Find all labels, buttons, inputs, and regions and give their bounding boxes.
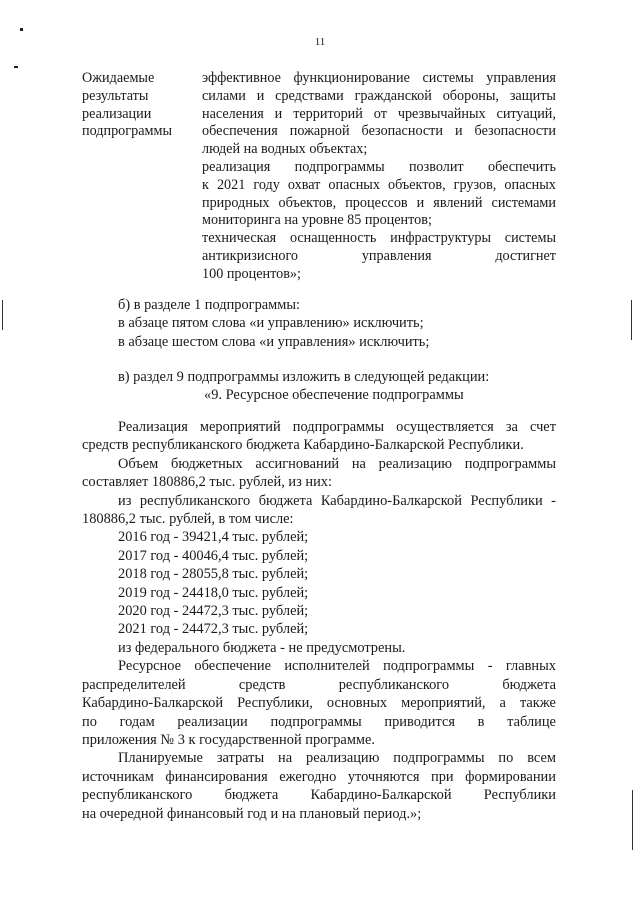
results-line: 100 процентов»; <box>202 265 301 282</box>
expected-results-label <box>82 70 194 141</box>
paragraph-line: республиканского бюджета Кабардино-Балкарской Республики <box>82 787 556 804</box>
paragraph-line: 180886,2 тыс. рублей, в том числе: <box>82 511 294 528</box>
scan-edge-line <box>631 300 632 340</box>
paragraph-line: приложения № 3 к государственной программе. <box>82 731 376 748</box>
federal-line: из федерального бюджета - не предусмотрены. <box>118 639 406 656</box>
results-line: природных объектов, процессов и явлений системами <box>202 194 556 211</box>
section-v-intro: в) раздел 9 подпрограммы изложить в следующей редакции: <box>118 369 490 385</box>
label-line: результаты <box>82 87 149 104</box>
paragraph-line: по годам реализации подпрограммы приводится в таблице <box>82 713 556 730</box>
year-line: 2020 год - 24472,3 тыс. рублей; <box>118 603 309 620</box>
section-b-line: б) в разделе 1 подпрограммы: <box>118 297 301 313</box>
results-line: силами и средствами гражданской обороны, защиты <box>202 87 556 104</box>
paragraph-line: распределителей средств республиканского бюджета <box>82 676 556 693</box>
paragraph-line: на очередной финансовый год и на плановый период.»; <box>82 805 422 822</box>
section-b <box>82 296 556 351</box>
results-line: обеспечения пожарной безопасности и безопасности <box>202 123 556 140</box>
paragraph-line: составляет 180886,2 тыс. рублей, из них: <box>82 474 332 491</box>
year-line: 2019 год - 24418,0 тыс. рублей; <box>118 584 309 601</box>
section-b-line: в абзаце шестом слова «и управления» исключить; <box>118 333 430 350</box>
label-line: Ожидаемые <box>82 70 155 86</box>
paragraph-line: Кабардино-Балкарской Республики, основных мероприятий, а также <box>82 695 556 712</box>
paragraph-line: Планируемые затраты на реализацию подпрограммы по всем <box>118 750 556 767</box>
scan-edge-line <box>632 790 633 850</box>
expected-results-text <box>202 70 556 284</box>
year-line: 2017 год - 40046,4 тыс. рублей; <box>118 547 309 564</box>
results-line: эффективное функционирование системы управления <box>202 70 556 86</box>
paragraph-line: средств республиканского бюджета Кабардино-Балкарской Республики. <box>82 437 524 454</box>
paragraph-line: источникам финансирования ежегодно уточняются при формировании <box>82 768 556 785</box>
scan-edge-line <box>2 300 3 330</box>
year-line: 2018 год - 28055,8 тыс. рублей; <box>118 566 309 583</box>
section-v <box>82 368 556 405</box>
scan-speck <box>14 66 18 68</box>
section-v-heading: «9. Ресурсное обеспечение подпрограммы <box>204 387 464 404</box>
label-line: реализации <box>82 105 152 122</box>
paragraph-line: Ресурсное обеспечение исполнителей подпрограммы - главных <box>118 658 556 675</box>
results-line: людей на водных объектах; <box>202 141 368 158</box>
label-line: подпрограммы <box>82 123 172 140</box>
year-line: 2021 год - 24472,3 тыс. рублей; <box>118 621 309 638</box>
results-line: реализация подпрограммы позволит обеспечить <box>202 158 556 175</box>
results-line: антикризисного управления достигнет <box>202 247 556 264</box>
results-line: техническая оснащенность инфраструктуры системы <box>202 230 556 247</box>
results-line: мониторинга на уровне 85 процентов; <box>202 212 432 229</box>
results-line: к 2021 году охват опасных объектов, грузов, опасных <box>202 176 556 193</box>
paragraph-line: Реализация мероприятий подпрограммы осуществляется за счет <box>118 419 556 435</box>
paragraph-line: из республиканского бюджета Кабардино-Балкарской Республики - <box>118 492 556 509</box>
results-line: населения и территорий от чрезвычайных ситуаций, <box>202 105 556 122</box>
section-b-line: в абзаце пятом слова «и управлению» исключить; <box>118 315 424 332</box>
year-line: 2016 год - 39421,4 тыс. рублей; <box>118 529 309 546</box>
paragraph-line: Объем бюджетных ассигнований на реализацию подпрограммы <box>118 455 556 472</box>
scan-speck <box>20 28 23 31</box>
resource-section-body <box>82 418 556 823</box>
page-number: 11 <box>314 36 326 48</box>
